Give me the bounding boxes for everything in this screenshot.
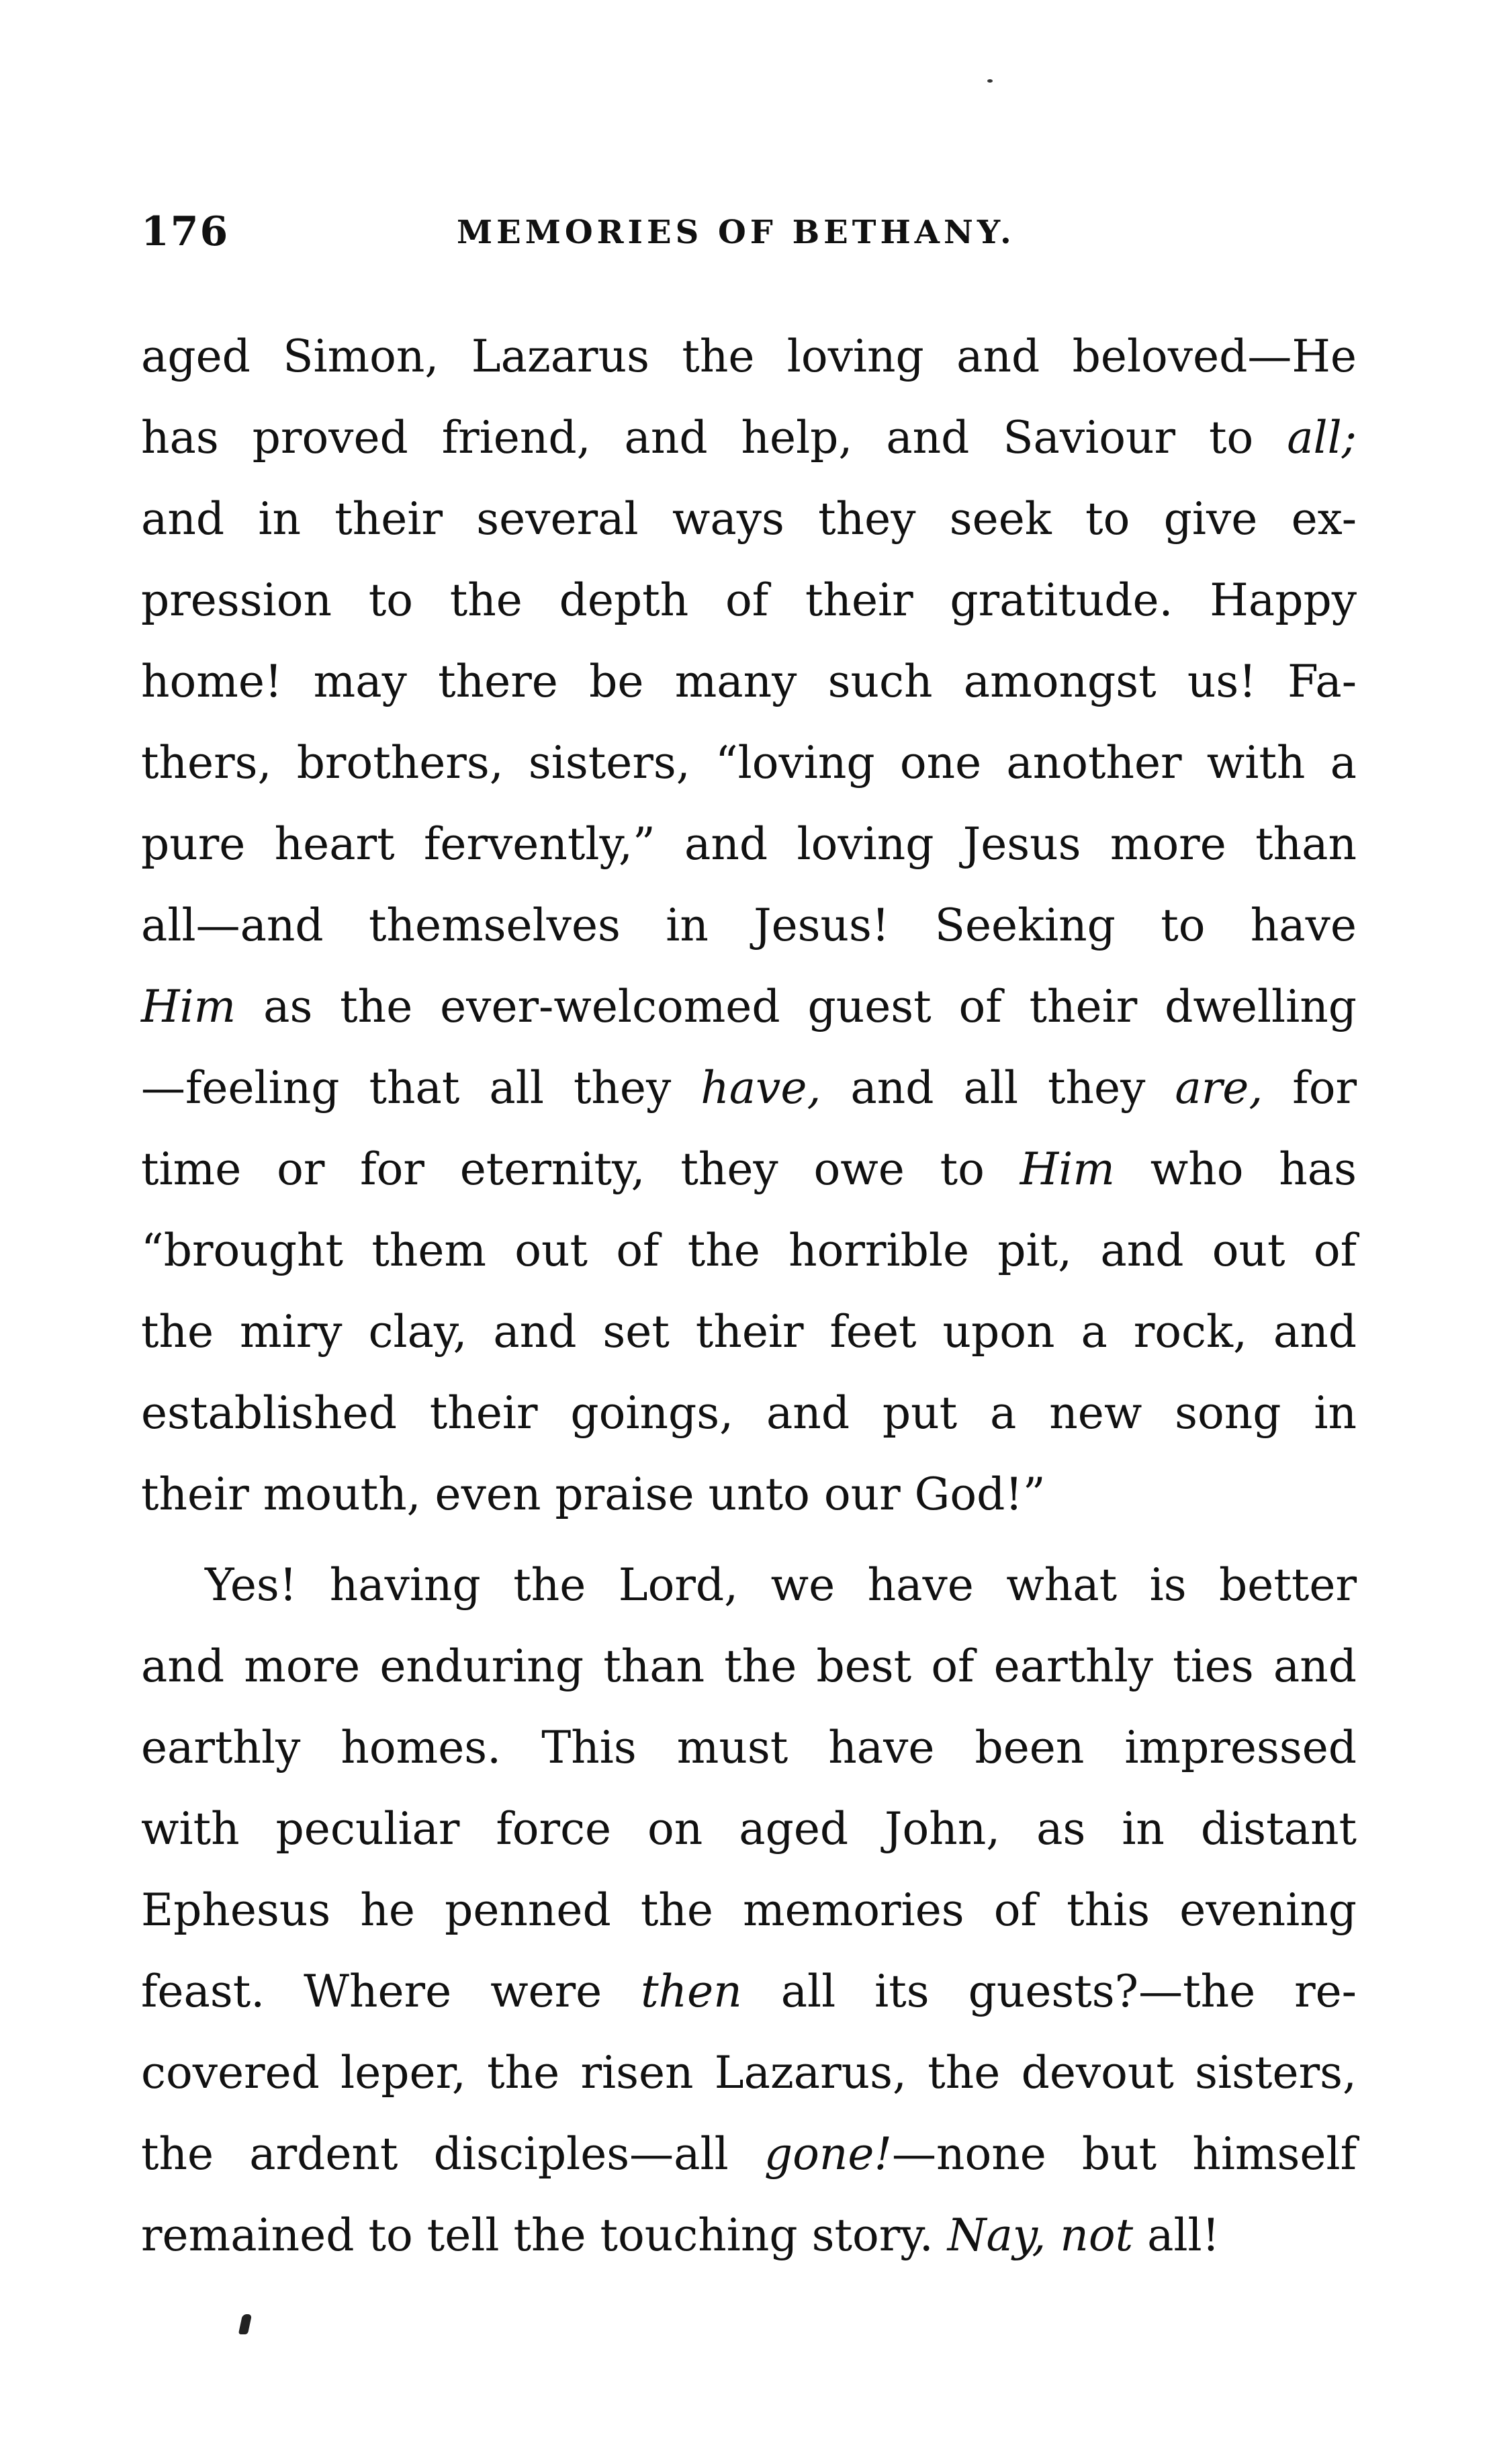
italic-text: gone! xyxy=(764,2128,892,2180)
text-run: the ardent disciples—all xyxy=(141,2128,764,2180)
text-run: home! may there be many such amongst us! Fa- xyxy=(141,656,1357,707)
text-run: their mouth, even praise unto our God!” xyxy=(141,1468,1046,1520)
text-run: —feeling that all they xyxy=(141,1062,701,1114)
text-run: for xyxy=(1263,1062,1357,1114)
text-run: pure heart fervently,” and loving Jesus more than xyxy=(141,818,1357,870)
text-line xyxy=(141,641,1357,722)
text-line xyxy=(141,1544,1357,1626)
text-run: and all they xyxy=(821,1062,1175,1114)
text-line xyxy=(141,316,1357,397)
text-line xyxy=(141,722,1357,803)
text-line xyxy=(141,1869,1357,1951)
text-run: all—and themselves in Jesus! Seeking to have xyxy=(141,899,1357,951)
italic-text: Nay, not xyxy=(947,2209,1134,2261)
text-run: time or for eternity, they owe to xyxy=(141,1143,1020,1195)
text-line xyxy=(141,1951,1357,2032)
body-text xyxy=(141,316,1357,2276)
text-run: remained to tell the touching story. xyxy=(141,2209,948,2261)
italic-text: all; xyxy=(1287,412,1357,464)
text-run: all! xyxy=(1133,2209,1220,2261)
text-run: with peculiar force on aged John, as in distant xyxy=(141,1803,1357,1855)
text-run: all its guests?—the re- xyxy=(741,1966,1357,2017)
text-run: feast. Where were xyxy=(141,1966,641,2017)
text-line xyxy=(141,1210,1357,1291)
text-run: aged Simon, Lazarus the loving and beloved—He xyxy=(141,331,1357,382)
text-run: as the ever-welcomed guest of their dwelling xyxy=(236,981,1357,1032)
italic-text: then xyxy=(641,1966,742,2017)
text-run: has proved friend, and help, and Saviour to xyxy=(141,412,1287,464)
text-run: earthly homes. This must have been impressed xyxy=(141,1722,1357,1773)
text-line xyxy=(141,2032,1357,2113)
running-title: MEMORIES OF BETHANY. xyxy=(457,214,1015,251)
signature-mark xyxy=(238,2314,252,2334)
text-run: established their goings, and put a new song in xyxy=(141,1387,1357,1439)
text-line xyxy=(141,397,1357,478)
italic-text: Him xyxy=(141,981,236,1032)
text-run: the miry clay, and set their feet upon a rock, and xyxy=(141,1306,1357,1358)
text-line xyxy=(141,1788,1357,1869)
ink-speck xyxy=(987,79,993,83)
text-line xyxy=(141,803,1357,885)
text-run: Ephesus he penned the memories of this evening xyxy=(141,1884,1357,1936)
text-line xyxy=(141,1372,1357,1454)
text-line xyxy=(141,1454,1357,1535)
text-run: pression to the depth of their gratitude. Happy xyxy=(141,574,1357,626)
text-run: covered leper, the risen Lazarus, the devout sisters, xyxy=(141,2047,1357,2099)
text-line xyxy=(141,478,1357,560)
text-run: thers, brothers, sisters, “loving one another with a xyxy=(141,737,1357,789)
text-line xyxy=(141,1707,1357,1788)
text-line xyxy=(141,1291,1357,1372)
text-run: and in their several ways they seek to give ex- xyxy=(141,493,1357,545)
text-line xyxy=(141,1047,1357,1129)
text-line xyxy=(141,2195,1357,2276)
text-line xyxy=(141,2113,1357,2195)
text-line xyxy=(141,1129,1357,1210)
text-run: and more enduring than the best of earthly ties and xyxy=(141,1640,1357,1692)
text-line xyxy=(141,1626,1357,1707)
text-line xyxy=(141,966,1357,1047)
text-line xyxy=(141,885,1357,966)
page-number: 176 xyxy=(141,208,230,255)
text-line xyxy=(141,560,1357,641)
text-run: who has xyxy=(1114,1143,1357,1195)
text-run: —none but himself xyxy=(891,2128,1357,2180)
italic-text: Him xyxy=(1020,1143,1115,1195)
text-run: Yes! having the Lord, we have what is better xyxy=(205,1559,1357,1611)
italic-text: have, xyxy=(701,1062,821,1114)
text-run: “brought them out of the horrible pit, and out of xyxy=(141,1225,1357,1276)
italic-text: are, xyxy=(1175,1062,1263,1114)
page-header xyxy=(141,208,1357,269)
